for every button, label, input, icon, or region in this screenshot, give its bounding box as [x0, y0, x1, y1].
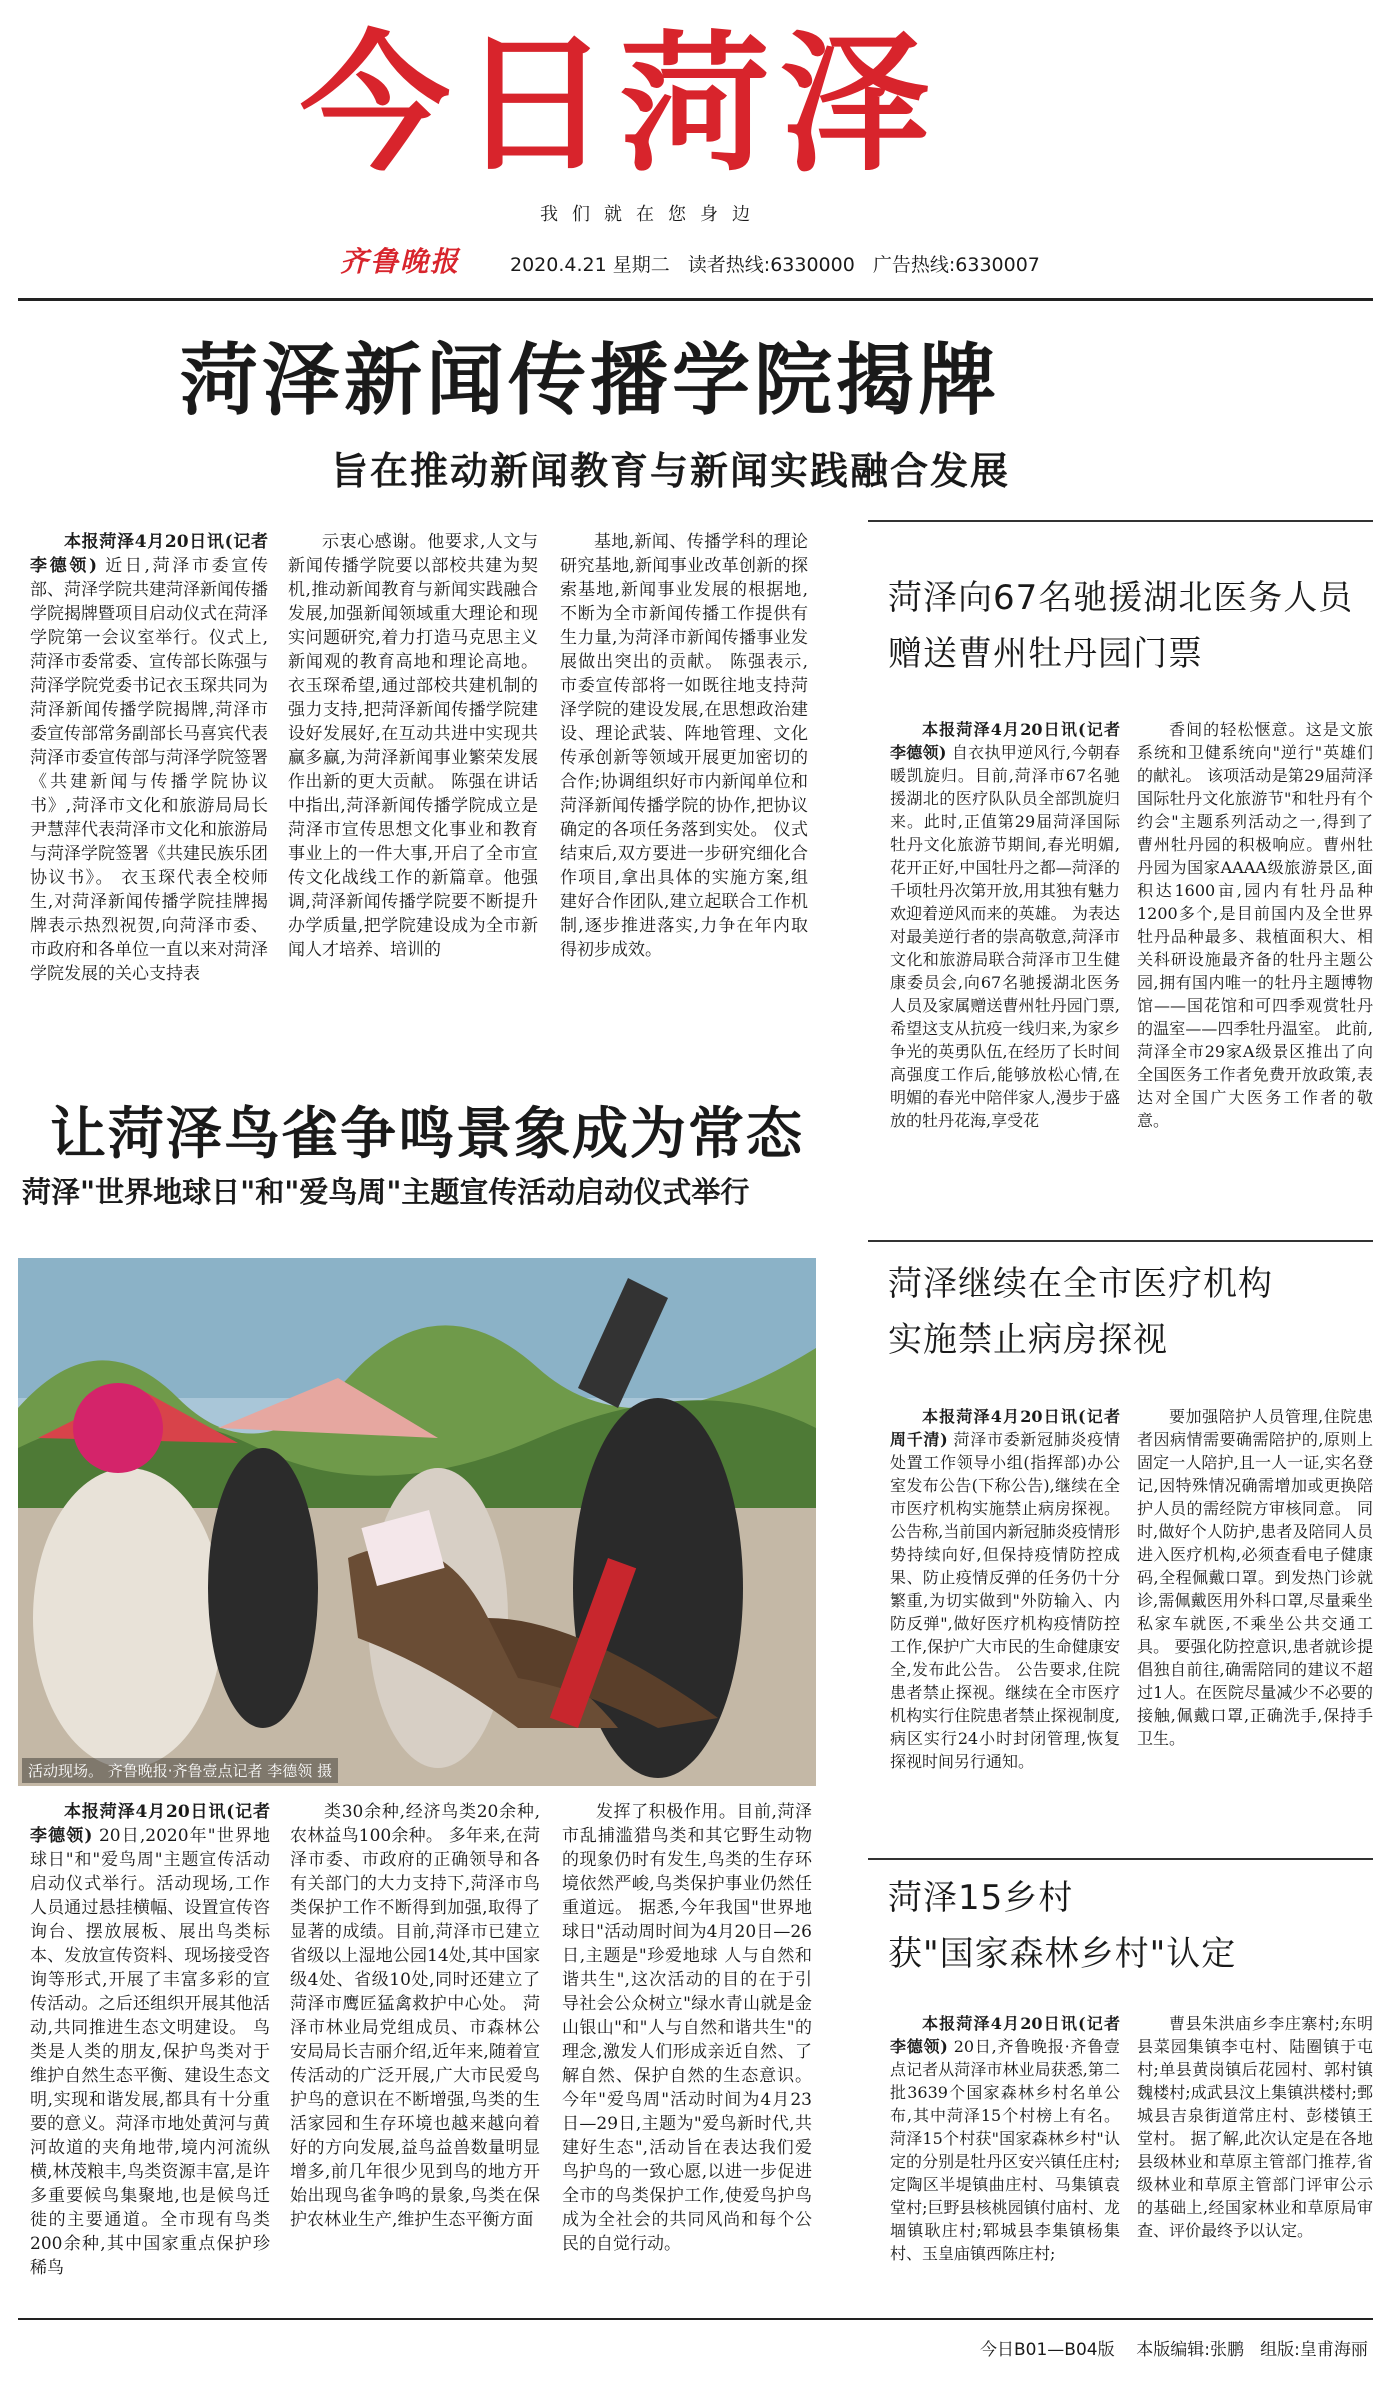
- side3-text-2: 曹县朱洪庙乡李庄寨村;东明县菜园集镇李屯村、陆圈镇于屯村;单县黄岗镇后花园村、郭村镇魏楼村;成武县汶上集镇洪楼村;鄄城县吉泉街道常庄村、彭楼镇王堂村。 据了解,此次认定是在各地县级林业和草原主管部门推荐,省级林业和草原主管部门评审公示的基础上,经国家林业和草原局审查、评价最终予以认定。: [1137, 2014, 1373, 2240]
- footer-layout: 组版:皇甫海丽: [1260, 2340, 1368, 2360]
- side1-headline-line1: 菏泽向67名驰援湖北医务人员: [888, 578, 1354, 618]
- side3-text-1: 20日,齐鲁晚报·齐鲁壹点记者从菏泽市林业局获悉,第二批3639个国家森林乡村名单公布,其中菏泽15个村榜上有名。 菏泽15个村获"国家森林乡村"认定的分别是牡丹区安兴镇任庄村;定陶区半堤镇曲庄村、马集镇袁堂村;巨野县核桃园镇付庙村、龙堌镇耿庄村;郓城县李集镇杨集村、玉皇庙镇西陈庄村;: [890, 2037, 1120, 2263]
- side3-column-1: [890, 2012, 1120, 2292]
- event-photo: [18, 1258, 816, 1786]
- side1-column-2: [1137, 718, 1373, 1238]
- side2-text-2: 要加强陪护人员管理,住院患者因病情需要确需陪护的,原则上固定一人陪护,且一人一证,实名登记,因特殊情况确需增加或更换陪护人员的需经院方审核同意。 同时,做好个人防护,患者及陪同人员进入医疗机构,必须查看电子健康码,全程佩戴口罩。到发热门诊就诊,需佩戴医用外科口罩,尽量乘坐私家车就医,不乘坐公共交通工具。 要强化防控意识,患者就诊提倡独自前往,确需陪同的建议不超过1人。在医院尽量减少不必要的接触,佩戴口罩,正确洗手,保持手卫生。: [1137, 1407, 1373, 1748]
- lead-column-1: [30, 530, 268, 1030]
- side2-column-2: [1137, 1405, 1373, 1845]
- side1-text-2: 香间的轻松惬意。这是文旅系统和卫健系统向"逆行"英雄们的献礼。 该项活动是第29届菏泽国际牡丹文化旅游节"和牡丹有个约会"主题系列活动之一,得到了曹州牡丹园的积极响应。曹州牡丹园为国家AAAA级旅游景区,面积达1600亩,园内有牡丹品种1200多个,是目前国内及全世界牡丹品种最多、栽植面积大、相关科研设施最齐备的牡丹主题公园,拥有国内唯一的牡丹主题博物馆——国花馆和可四季观赏牡丹的温室——四季牡丹温室。 此前,菏泽全市29家A级景区推出了向全国医务工作者免费开放政策,表达对全国广大医务工作者的敬意。: [1137, 720, 1373, 1130]
- bird-subheadline: 菏泽"世界地球日"和"爱鸟周"主题宣传活动启动仪式举行: [22, 1175, 750, 1209]
- bird-byline: 本报菏泽4月20日讯(记者 李德领): [30, 1802, 270, 1846]
- bird-text-2: 类30余种,经济鸟类20余种,农林益鸟100余种。 多年来,在菏泽市委、市政府的正确领导和各有关部门的大力支持下,菏泽市鸟类保护工作不断得到加强,取得了显著的成绩。目前,菏泽市已建立省级以上湿地公园14处,其中国家级4处、省级10处,同时还建立了菏泽市鹰匠猛禽救护中心处。 菏泽市林业局党组成员、市森林公安局局长吉丽介绍,近年来,随着宣传活动的广泛开展,广大市民爱鸟护鸟的意识在不断增强,鸟类的生活家园和生存环境也越来越向着好的方向发展,益鸟益兽数量明显增多,前几年很少见到鸟的地方开始出现鸟雀争鸣的景象,鸟类在保护农林业生产,维护生态平衡方面: [290, 1802, 540, 2230]
- side3-column-2: [1137, 2012, 1373, 2292]
- masthead-rule: [18, 298, 1373, 301]
- lead-text-1: 近日,菏泽市委宣传部、菏泽学院共建菏泽新闻传播学院揭牌暨项目启动仪式在菏泽学院第一会议室举行。仪式上,菏泽市委常委、宣传部长陈强与菏泽学院党委书记衣玉琛共同为菏泽新闻传播学院揭牌,菏泽市委宣传部常务副部长马喜宾代表菏泽市委宣传部与菏泽学院签署《共建新闻与传播学院协议书》,菏泽市文化和旅游局局长尹慧萍代表菏泽市文化和旅游局与菏泽学院签署《共建民族乐团协议书》。 衣玉琛代表全校师生,对菏泽新闻传播学院挂牌揭牌表示热烈祝贺,向菏泽市委、市政府和各单位一直以来对菏泽学院发展的关心支持表: [30, 556, 268, 984]
- bird-column-3: [562, 1800, 812, 2285]
- lead-column-2: [288, 530, 538, 1030]
- lead-column-3: [560, 530, 808, 1030]
- side2-byline: 本报菏泽4月20日讯(记者 周千清): [890, 1407, 1120, 1449]
- issue-date: 2020.4.21 星期二: [510, 254, 670, 276]
- brand-logo: 齐鲁晚报: [340, 245, 461, 278]
- side3-headline: [888, 1870, 1368, 1982]
- reader-hotline: 读者热线:6330000: [687, 254, 855, 276]
- side3-rule: [868, 1858, 1373, 1860]
- lead-subheadline: 旨在推动新闻教育与新闻实践融合发展: [330, 449, 1011, 493]
- masthead-slogan: 我们就在您身边: [540, 204, 764, 225]
- side3-byline: 本报菏泽4月20日讯(记者 李德领): [890, 2014, 1120, 2056]
- footer-rule: [18, 2318, 1373, 2320]
- bird-headline: 让菏泽鸟雀争鸣景象成为常态: [50, 1102, 804, 1167]
- side1-byline: 本报菏泽4月20日讯(记者 李德领): [890, 720, 1120, 762]
- ad-hotline: 广告热线:6330007: [872, 254, 1040, 276]
- masthead-title: 今日菏泽: [300, 18, 941, 192]
- photo-caption: 活动现场。 齐鲁晚报·齐鲁壹点记者 李德领 摄: [22, 1758, 338, 1783]
- lead-headline: 菏泽新闻传播学院揭牌: [180, 336, 1001, 426]
- side1-headline-line2: 赠送曹州牡丹园门票: [888, 634, 1203, 674]
- lead-text-3: 基地,新闻、传播学科的理论研究基地,新闻事业改革创新的探索基地,新闻事业发展的根据地,不断为全市新闻传播工作提供有生力量,为菏泽市新闻传播事业发展做出突出的贡献。 陈强表示,市委宣传部将一如既往地支持菏泽学院的建设发展,在思想政治建设、理论武装、阵地管理、文化传承创新等领域开展更加密切的合作;协调组织好市内新闻单位和菏泽新闻传播学院的协作,把协议确定的各项任务落到实处。 仪式结束后,双方要进一步研究细化合作项目,拿出具体的实施方案,组建好合作团队,建立起联合工作机制,逐步推进落实,力争在年内取得初步成效。: [560, 532, 808, 960]
- side-rule: [868, 520, 1373, 522]
- footer: [980, 2335, 1368, 2360]
- footer-editor: 本版编辑:张鹏: [1136, 2340, 1244, 2360]
- lead-byline: 本报菏泽4月20日讯(记者 李德领): [30, 532, 268, 576]
- side2-rule: [868, 1240, 1373, 1242]
- side2-column-1: [890, 1405, 1120, 1845]
- dateline: [510, 250, 1052, 277]
- bird-text-3: 发挥了积极作用。目前,菏泽市乱捕滥猎鸟类和其它野生动物的现象仍时有发生,鸟类的生存环境依然严峻,鸟类保护事业仍然任重道远。 据悉,今年我国"世界地球日"活动周时间为4月20日—26日,主题是"珍爱地球 人与自然和谐共生",这次活动的目的在于引导社会公众树立"绿水青山就是金山银山"和"人与自然和谐共生"的理念,激发人们形成亲近自然、了解自然、保护自然的生态意识。今年"爱鸟周"活动时间为4月23日—29日,主题为"爱鸟新时代,共建好生态",活动旨在表达我们爱鸟护鸟的一致心愿,以进一步促进全市的鸟类保护工作,使爱鸟护鸟成为全社会的共同风尚和每个公民的自觉行动。: [562, 1802, 812, 2254]
- bird-text-1: 20日,2020年"世界地球日"和"爱鸟周"主题宣传活动启动仪式举行。活动现场,工作人员通过悬挂横幅、设置宣传咨询台、摆放展板、展出鸟类标本、发放宣传资料、现场接受咨询等形式,开展了丰富多彩的宣传活动。之后还组织开展其他活动,共同推进生态文明建设。 鸟类是人类的朋友,保护鸟类对于维护自然生态平衡、建设生态文明,实现和谐发展,都具有十分重要的意义。菏泽市地处黄河与黄河故道的夹角地带,境内河流纵横,林茂粮丰,鸟类资源丰富,是许多重要候鸟集聚地,也是候鸟迁徙的主要通道。全市现有鸟类200余种,其中国家重点保护珍稀鸟: [30, 1826, 270, 2278]
- footer-pages: 今日B01—B04版: [980, 2340, 1115, 2360]
- side2-headline-line2: 实施禁止病房探视: [888, 1320, 1168, 1360]
- bird-column-2: [290, 1800, 540, 2285]
- side1-column-1: [890, 718, 1120, 1238]
- event-photo-image: [18, 1258, 816, 1786]
- side3-headline-line1: 菏泽15乡村: [888, 1878, 1074, 1918]
- lead-text-2: 示衷心感谢。他要求,人文与新闻传播学院要以部校共建为契机,推动新闻教育与新闻实践融合发展,加强新闻领域重大理论和现实问题研究,着力打造马克思主义新闻观的教育高地和理论高地。衣玉琛希望,通过部校共建机制的强力支持,把菏泽新闻传播学院建设好发展好,在互动共进中实现共赢多赢,为菏泽新闻事业繁荣发展作出新的更大贡献。 陈强在讲话中指出,菏泽新闻传播学院成立是菏泽市宣传思想文化事业和教育事业上的一件大事,开启了全市宣传文化战线工作的新篇章。他强调,菏泽新闻传播学院要不断提升办学质量,把学院建设成为全市新闻人才培养、培训的: [288, 532, 538, 960]
- side3-headline-line2: 获"国家森林乡村"认定: [888, 1934, 1237, 1974]
- side2-headline-line1: 菏泽继续在全市医疗机构: [888, 1264, 1273, 1304]
- bird-column-1: [30, 1800, 270, 2285]
- side1-headline: [888, 570, 1368, 682]
- side1-text-1: 自衣执甲逆风行,今朝春暖凯旋归。目前,菏泽市67名驰援湖北的医疗队队员全部凯旋归来。此时,正值第29届菏泽国际牡丹文化旅游节期间,春光明媚,花开正好,中国牡丹之都—菏泽的千顷牡丹次第开放,用其独有魅力欢迎着逆风而来的英雄。 为表达对最美逆行者的崇高敬意,菏泽市文化和旅游局联合菏泽市卫生健康委员会,向67名驰援湖北医务人员及家属赠送曹州牡丹园门票,希望这支从抗疫一线归来,为家乡争光的英勇队伍,在经历了长时间高强度工作后,能够放松心情,在明媚的春光中陪伴家人,漫步于盛放的牡丹花海,享受花: [890, 743, 1120, 1130]
- side2-text-1: 菏泽市委新冠肺炎疫情处置工作领导小组(指挥部)办公室发布公告(下称公告),继续在全市医疗机构实施禁止病房探视。 公告称,当前国内新冠肺炎疫情形势持续向好,但保持疫情防控成果、防止疫情反弹的任务仍十分繁重,为切实做到"外防输入、内防反弹",做好医疗机构疫情防控工作,保护广大市民的生命健康安全,发布此公告。 公告要求,住院患者禁止探视。继续在全市医疗机构实行住院患者禁止探视制度,病区实行24小时封闭管理,恢复探视时间另行通知。: [890, 1430, 1120, 1771]
- side2-headline: [888, 1256, 1368, 1368]
